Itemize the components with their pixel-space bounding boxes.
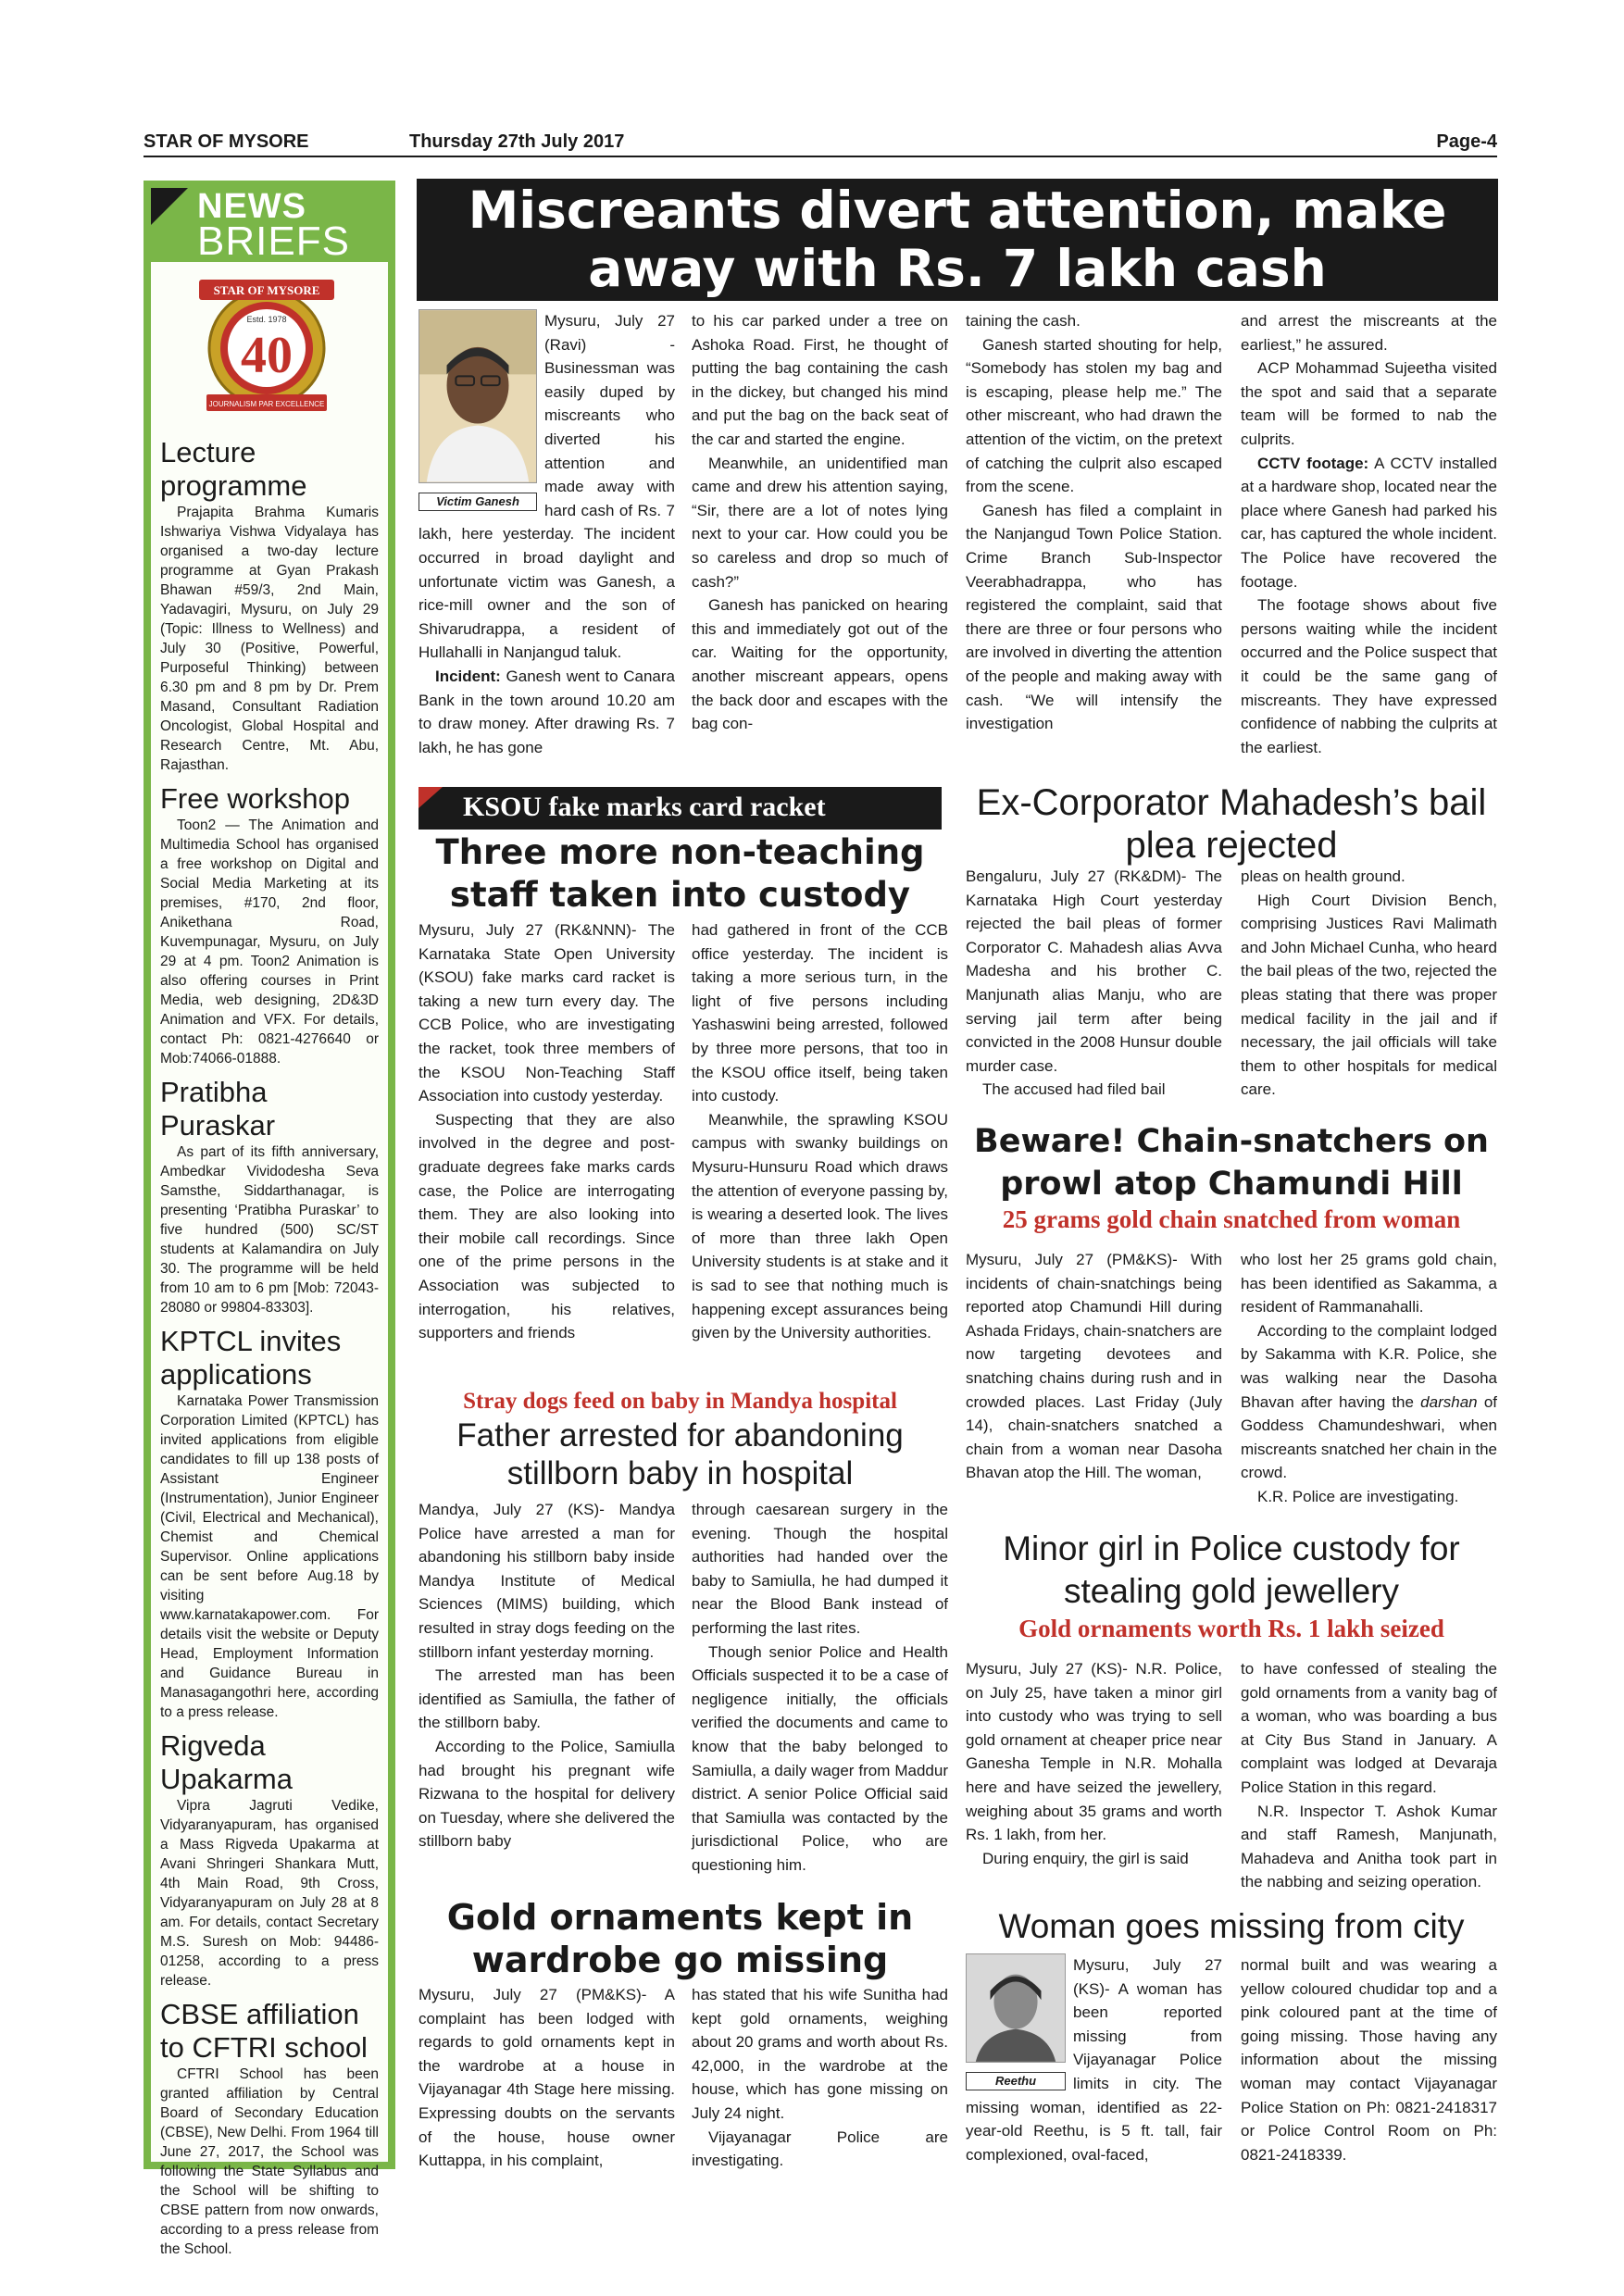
- news-briefs-panel: [151, 187, 388, 2257]
- minor-subhead: Gold ornaments worth Rs. 1 lakh seized: [1018, 1615, 1444, 1642]
- chain-column-2: [1241, 1248, 1497, 1509]
- father-kicker: Stray dogs feed on baby in Mandya hospital: [463, 1389, 897, 1414]
- woman-column-1: [966, 1953, 1222, 2166]
- brief-item: [160, 1076, 379, 1317]
- briefs-list: [160, 429, 379, 2259]
- brief-body: As part of its fifth anniversary, Ambedkar Vividodesha Seva Samsthe, Siddarthanagar, is presenting ‘Pratibha Puraskar’ to five hundred (500) SC/ST students at Kalamandira on July 30. The programme will be held from 10 am to 6 pm [Mob: 72043-28080 or 99804-83303].: [160, 1144, 379, 1316]
- brief-heading: Rigveda Upakarma: [160, 1729, 293, 1795]
- lead-column-4: [1241, 309, 1497, 759]
- woman-column-2: [1241, 1953, 1497, 2166]
- lead-paragraph: to his car parked under a tree on Ashoka Road. First, he thought of putting the bag containing the cash in the dickey, but changed his mind and put the bag on the back seat of the car and started the engine.: [692, 312, 948, 448]
- darshan-italic: darshan: [1420, 1392, 1478, 1411]
- lead-paragraph: A CCTV installed at a hardware shop, located near the place where Ganesh had parked his car, has captured the whole incident. The Police have recovered the footage.: [1241, 454, 1497, 591]
- missing-woman-photo: [966, 1953, 1066, 2090]
- brief-body: Prajapita Brahma Kumaris Ishwariya Vishwa Vidyalaya has organised a two-day lecture programme at Gyan Prakash Bhawan #59/3, 2nd Main, Yadavagiri, Mysuru, on July 29 (Topic: Illness to Wellness) and July 30 (Positive, Powerful, Purposeful Thinking) between 6.30 pm and 8 pm by Dr. Prem Masand, Consultant Radiation Oncologist, Global Hospital and Research Centre, Mt. Abu, Rajasthan.: [160, 505, 379, 773]
- chain-paragraph: Mysuru, July 27 (PM&KS)- With incidents of chain-snatchings being reported atop Chamundi Hill during Ashada Fridays, chain-snatchers are now targeting devotees and snatching chains during rush and in crowded places. Last Friday (July 14), chain-snatchers snatched a chain from a woman near Dasoha Bhavan atop the Hill. The woman,: [966, 1251, 1222, 1482]
- lead-column-3: [966, 309, 1222, 736]
- anniversary-emblem: [179, 276, 355, 424]
- brief-heading: KPTCL invites applications: [160, 1325, 342, 1391]
- mahadesh-column-1: [966, 865, 1222, 1102]
- emblem-number: 40: [241, 327, 293, 384]
- minor-column-1: [966, 1657, 1222, 1870]
- brief-item: [160, 436, 379, 775]
- minor-paragraph: During enquiry, the girl is said: [982, 1849, 1189, 1867]
- brief-body: Karnataka Power Transmission Corporation Limited (KPTCL) has invited applications from eligible candidates to fill up 138 posts of Assistant Engineer (Instrumentation), Junior Engineer (Civil, Electrical and Mechanical), Chemist and Chemical Supervisor. Online applications can be sent before Aug.18 by visiting www.karnatakapower.com. For details visit the website or Deputy Head, Employment Information and Guidance Bureau in Manasagangothri here, according to a press release.: [160, 1393, 379, 1720]
- mahadesh-paragraph: pleas on health ground.: [1241, 867, 1405, 885]
- father-paragraph: Mandya, July 27 (KS)- Mandya Police have arrested a man for abandoning his stillborn baby inside Mandya Institute of Medical Sciences (MIMS) building, which resulted in stray dogs feeding on the stillborn infant yesterday morning.: [418, 1501, 675, 1661]
- brief-item: [160, 1729, 379, 1990]
- chain-paragraph: K.R. Police are investigating.: [1257, 1487, 1459, 1505]
- victim-photo: [418, 309, 537, 511]
- emblem-estd: Estd. 1978: [246, 315, 287, 324]
- minor-paragraph: N.R. Inspector T. Ashok Kumar and staff Ramesh, Manjunath, Mahadeva and Anitha took part in the nabbing and seizing operation.: [1241, 1802, 1497, 1891]
- brief-heading: Lecture programme: [160, 436, 307, 502]
- brief-heading: Pratibha Puraskar: [160, 1076, 276, 1142]
- missing-woman-caption: Reethu: [966, 2072, 1066, 2090]
- publication-name: STAR OF MYSORE: [144, 131, 309, 152]
- news-briefs-title: NEWS: [197, 187, 306, 226]
- father-paragraph: According to the Police, Samiulla had brought his pregnant wife Rizwana to the hospital for delivery on Tuesday, where she delivered the stillborn baby: [418, 1737, 675, 1851]
- minor-column-2: [1241, 1657, 1497, 1894]
- ksou-paragraph: Mysuru, July 27 (RK&NNN)- The Karnataka State Open University (KSOU) fake marks card racket is taking a new turn every day. The CCB Police, who are investigating the racket, took three members of the KSOU Non-Teaching Staff Association into custody yesterday.: [418, 921, 675, 1105]
- brief-body: Vipra Jagruti Vedike, Vidyaranyapuram, has organised a Mass Rigveda Upakarma at Avani Shringeri Shankara Mutt, 4th Main Road, 9th Cross, Vidyaranyapuram on July 28 at 8 am. For details, contact Secretary M.S. Suresh on Mob: 94486-01258, according to a press release.: [160, 1798, 379, 1989]
- lead-paragraph: Ganesh has filed a complaint in the Nanjangud Town Police Station. Crime Branch Sub-Inspector Veerabhadrappa, who has registered the complaint, said that there are three or four persons who are involved in diverting the attention of the people and making away with cash. “We will intensify the investigation: [966, 501, 1222, 733]
- chain-column-1: [966, 1248, 1222, 1485]
- mahadesh-paragraph: High Court Division Bench, comprising Justices Ravi Malimath and John Michael Cunha, who heard the bail pleas of the two, rejected the pleas stating that there was proper medical facility in the jail and if necessary, the jail officials will take them to other hospitals for medical care.: [1241, 891, 1497, 1099]
- lead-column-2: [692, 309, 948, 736]
- lead-paragraph: and arrest the miscreants at the earliest,” he assured.: [1241, 312, 1497, 354]
- ksou-column-2: [692, 918, 948, 1345]
- mahadesh-headline: Ex-Corporator Mahadesh’s bail plea rejected: [976, 782, 1487, 866]
- father-paragraph: Though senior Police and Health Officials suspected it to be a case of negligence initially, the officials verified the documents and came to know that the baby belonged to Samiulla, a daily wager from Maddur district. A senior Police Official said that Samiulla was contacted by the jurisdictional Police, who are questioning him.: [692, 1642, 948, 1874]
- brief-item: [160, 1325, 379, 1722]
- news-briefs-subtitle: BRIEFS: [197, 218, 350, 264]
- brief-heading: CBSE affiliation to CFTRI school: [160, 1998, 368, 2064]
- ksou-paragraph: Suspecting that they are also involved in the degree and post-graduate degrees fake marks cards case, the Police are interrogating them. They are also looking into their mobile call recordings. Since one of the prime persons in the Association was subjected to interrogation, his relatives, supporters and friends: [418, 1110, 675, 1342]
- chain-paragraph: According to the complaint lodged by Sakamma with K.R. Police, she was walking near the Dasoha Bhavan after having the: [1241, 1321, 1497, 1411]
- victim-portrait-image: [418, 309, 537, 483]
- page-header: [144, 130, 1497, 157]
- ksou-kicker-text: KSOU fake marks card racket: [463, 792, 826, 822]
- cctv-label: CCTV footage:: [1257, 454, 1369, 472]
- brief-body: CFTRI School has been granted affiliation by Central Board of Secondary Education (CBSE), New Delhi. From 1964 till June 27, 2017, the School was following the State Syllabus and the School will be shifting to CBSE pattern from now onwards, according to a press release from the School.: [160, 2066, 379, 2257]
- father-paragraph: through caesarean surgery in the evening. Though the hospital authorities had handed over the baby to Samiulla, he had dumped it near the Blood Bank instead of performing the last rites.: [692, 1501, 948, 1637]
- wardrobe-paragraph: Mysuru, July 27 (PM&KS)- A complaint has been lodged with regards to gold ornaments kept in the wardrobe at a house in Vijayanagar 4th Stage here missing. Expressing doubts on the servants of the house, house owner Kuttappa, in his complaint,: [418, 1986, 675, 2170]
- wardrobe-paragraph: Vijayanagar Police are investigating.: [692, 2128, 948, 2170]
- emblem-top-text: STAR OF MYSORE: [213, 283, 320, 297]
- chain-headline: Beware! Chain-snatchers on prowl atop Chamundi Hill: [974, 1123, 1489, 1203]
- ksou-kicker: [418, 787, 942, 830]
- wardrobe-paragraph: has stated that his wife Sunitha had kept gold ornaments, weighing about 20 grams and worth about Rs. 42,000, in the wardrobe at the house, which has gone missing on July 24 night.: [692, 1986, 948, 2122]
- news-briefs-header: [151, 188, 388, 262]
- brief-item: [160, 782, 379, 1068]
- father-column-2: [692, 1498, 948, 1878]
- woman-paragraph: normal built and was wearing a yellow coloured chudidar top and a pink coloured pant at the time of going missing. Those having any information about the missing woman may contact Vijayanagar Police Station on Ph: 0821-2418317 or Police Control Room on Ph: 0821-2418339.: [1241, 1956, 1497, 2164]
- lead-headline: Miscreants divert attention, make away with Rs. 7 lakh cash: [417, 179, 1498, 301]
- ksou-paragraph: Meanwhile, the sprawling KSOU campus with swanky buildings on Mysuru-Hunsuru Road which draws the attention of everyone passing by, is wearing a deserted look. The lives of more than three lakh Open University students is at stake and it is sad to see that nothing much is happening except assurances being given by the University authorities.: [692, 1110, 948, 1342]
- kicker-triangle: [418, 787, 443, 830]
- lead-dateline: Mysuru, July 27 (Ravi) -: [544, 312, 675, 354]
- lead-paragraph: The footage shows about five persons waiting while the incident occurred and the Police suspect that it could be the same gang of miscreants. They have expressed confidence of nabbing the culprits at the earliest.: [1241, 596, 1497, 756]
- issue-date: Thursday 27th July 2017: [409, 131, 625, 152]
- ksou-column-1: [418, 918, 675, 1345]
- ksou-headline: Three more non-teaching staff taken into custody: [435, 832, 925, 915]
- chain-paragraph: of Goddess Chamundeshwari, when miscreants snatched her chain in the crowd.: [1241, 1392, 1497, 1482]
- lead-paragraph: Ganesh started shouting for help, “Somebody has stolen my bag and is escaping, please help me.” The other miscreant, who had drawn the attention of the victim, on the pretext of catching the culprit also escaped from the scene.: [966, 335, 1222, 496]
- lead-paragraph: Businessman was easily duped by miscreants who diverted his attention and made away with hard cash of Rs. 7 lakh, here yesterday. The incident occurred in broad daylight and unfortunate victim was Ganesh, a rice-mill owner and the son of Shivarudrappa, a resident of Hullahalli in Nanjangud taluk.: [418, 359, 675, 662]
- victim-photo-caption: Victim Ganesh: [418, 493, 537, 511]
- minor-paragraph: Mysuru, July 27 (KS)- N.R. Police, on July 25, have taken a minor girl into custody who was trying to sell gold ornament at cheaper price near Ganesha Temple in N.R. Mohalla here and have seized the jewellery, weighing about 35 grams and worth Rs. 1 lakh, from her.: [966, 1660, 1222, 1844]
- chain-paragraph: who lost her 25 grams gold chain, has been identified as Sakamma, a resident of Rammanahalli.: [1241, 1251, 1497, 1316]
- lead-paragraph: Meanwhile, an unidentified man came and drew his attention saying, “Sir, there are a lot of notes lying next to your car. How could you be so careless and drop so much of cash?”: [692, 454, 948, 591]
- woman-headline: Woman goes missing from city: [998, 1907, 1465, 1945]
- incident-label: Incident:: [435, 667, 501, 685]
- minor-paragraph: to have confessed of stealing the gold ornaments from a vanity bag of a woman, who was boarding a bus at City Bus Stand in January. A complaint was lodged at Devaraja Police Station in this regard.: [1241, 1660, 1497, 1796]
- mahadesh-column-2: [1241, 865, 1497, 1102]
- wardrobe-headline: Gold ornaments kept in wardrobe go missing: [446, 1897, 914, 1980]
- father-paragraph: The arrested man has been identified as Samiulla, the father of the stillborn baby.: [418, 1666, 675, 1732]
- minor-headline: Minor girl in Police custody for stealing gold jewellery: [1003, 1529, 1460, 1610]
- mahadesh-paragraph: Bengaluru, July 27 (RK&DM)- The Karnataka High Court yesterday rejected the bail pleas of former Corporator C. Mahadesh alias Avva Madesha and his brother C. Manjunath alias Manju, who are serving jail term after being convicted in the 2008 Hunsur double murder case.: [966, 867, 1222, 1075]
- brief-heading: Free workshop: [160, 782, 351, 815]
- woman-paragraph: Mysuru, July 27 (KS)- A woman has been reported missing from Vijayanagar Police limits in city. The missing woman, identified as 22-year-old Reethu, is 5 ft. tall, fair complexioned, oval-faced,: [966, 1956, 1222, 2164]
- mahadesh-paragraph: The accused had filed bail: [982, 1080, 1166, 1099]
- wardrobe-column-1: [418, 1983, 675, 2173]
- news-briefs-sidebar: [144, 181, 395, 2257]
- lead-paragraph: Ganesh went to Canara Bank in the town around 10.20 am to draw money. After drawing Rs. 7 lakh, he has gone: [418, 667, 675, 756]
- father-headline: Father arrested for abandoning stillborn baby in hospital: [456, 1417, 904, 1491]
- lead-paragraph: Ganesh has panicked on hearing this and immediately got out of the car. Waiting for the opportunity, another miscreant appears, opens the back door and escapes with the bag con-: [692, 596, 948, 733]
- brief-body: Toon2 — The Animation and Multimedia School has organised a free workshop on Digital and Social Media Marketing at its premises, #170, 2nd floor, Anikethana Road, Kuvempunagar, Mysuru, on July 29 at 4 pm. Toon2 Animation is also offering courses in Print Media, web designing, 2D&3D Animation and VFX. For details, contact Ph: 0821-4276640 or Mob:74066-01888.: [160, 817, 379, 1067]
- missing-woman-portrait-image: [966, 1953, 1066, 2063]
- lead-paragraph: ACP Mohammad Sujeetha visited the spot and said that a separate team will be formed to nab the culprits.: [1241, 359, 1497, 448]
- father-column-1: [418, 1498, 675, 1853]
- page-number: Page-4: [1436, 131, 1497, 152]
- lead-paragraph: taining the cash.: [966, 312, 1081, 330]
- brief-item: [160, 1998, 379, 2259]
- lead-column-1: [418, 309, 675, 759]
- chain-subhead: 25 grams gold chain snatched from woman: [1002, 1205, 1461, 1233]
- emblem-ribbon-text: JOURNALISM PAR EXCELLENCE: [208, 400, 325, 408]
- ksou-paragraph: had gathered in front of the CCB office yesterday. The incident is taking a more serious turn, in the light of five persons including Yashaswini being arrested, followed by three more persons, that too in the KSOU office itself, being taken into custody.: [692, 921, 948, 1105]
- corner-triangle: [151, 188, 188, 225]
- wardrobe-column-2: [692, 1983, 948, 2173]
